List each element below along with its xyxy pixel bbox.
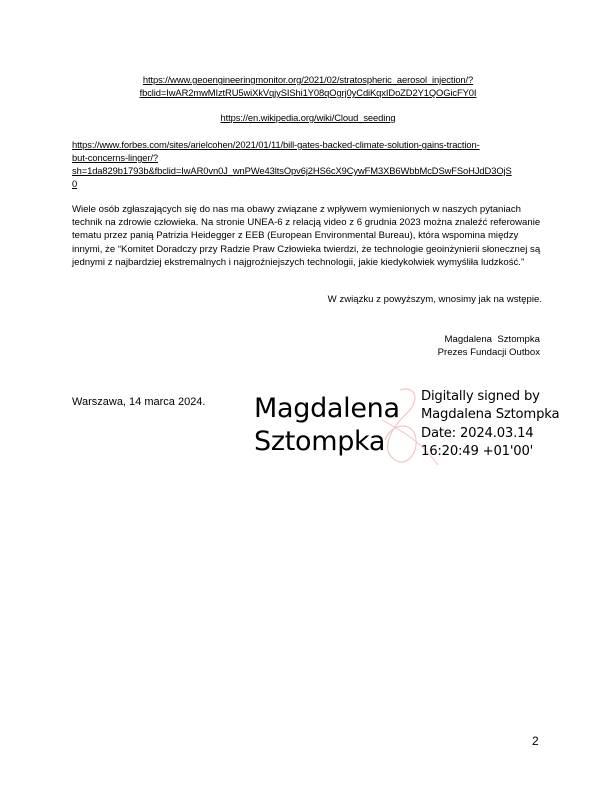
- signature-line: 16:20:49 +01'00': [421, 444, 534, 460]
- signature-line: Digitally signed by: [421, 389, 540, 404]
- link-line[interactable]: 0: [72, 178, 78, 189]
- signatory-title: Prezes Fundacji Outbox: [437, 347, 540, 359]
- signature-last-name: Sztompka: [254, 426, 386, 457]
- link-forbes[interactable]: [72, 138, 544, 190]
- place-date: Warszawa, 14 marca 2024.: [72, 396, 206, 408]
- signature-name: [254, 392, 400, 458]
- signature-details: [421, 388, 559, 462]
- signature-line: Magdalena Sztompka: [421, 407, 560, 423]
- link-line[interactable]: https://www.geoengineeringmonitor.org/2021/02/stratospheric_aerosol_injection/?: [142, 74, 474, 85]
- body-paragraph: Wiele osób zgłaszających się do nas ma obawy związane z wpływem wymienionych w naszych pytaniach technik na zdrowie człowieka. Na stronie UNEA-6 z relacją video z 6 grudnia 2023 można znaleźć referowanie tematu przez panią Patrizia Heidegger z EEB (European Environmental Bureau), która wspomina między innymi, że “Komitet Doradczy przy Radzie Praw Człowieka twierdzi, że technologie geoinżynierii słonecznej są jednymi z najbardziej ekstremalnych i najgroźniejszych technologii, jakie kiedykolwiek wymyśliła ludzkość.”: [72, 204, 541, 268]
- signatory-name: Magdalena Sztompka: [444, 334, 540, 345]
- signature-first-name: Magdalena: [254, 393, 400, 424]
- link-line[interactable]: sh=1da829b1793b&fbclid=IwAR0vn0J_wnPWe43ltsOpv6j2HS6cX9CywFM3XB6WbbMcDSwFSoHJdD3OjS: [72, 165, 512, 176]
- page-number: 2: [532, 734, 539, 748]
- link-line[interactable]: https://en.wikipedia.org/wiki/Cloud_seeding: [220, 112, 396, 123]
- digital-signature: [250, 388, 580, 472]
- link-line[interactable]: https://www.forbes.com/sites/arielcohen/2021/01/11/bill-gates-backed-climate-solution-gains-traction-: [72, 139, 480, 150]
- signatory-block: [330, 333, 540, 359]
- signature-line: Date: 2024.03.14: [421, 425, 534, 441]
- link-line[interactable]: but-concerns-linger/?: [72, 152, 158, 163]
- link-geoengineering[interactable]: [60, 73, 556, 99]
- closing-sentence: W związku z powyższym, wnosimy jak na wstępie.: [327, 294, 542, 305]
- link-wikipedia[interactable]: [60, 111, 556, 124]
- link-line[interactable]: fbclid=IwAR2mwMIztRU5wiXkVqjySIShi1Y08qOgrj0yCdiKqxIDoZD2Y1QOGicFY0I: [139, 87, 477, 98]
